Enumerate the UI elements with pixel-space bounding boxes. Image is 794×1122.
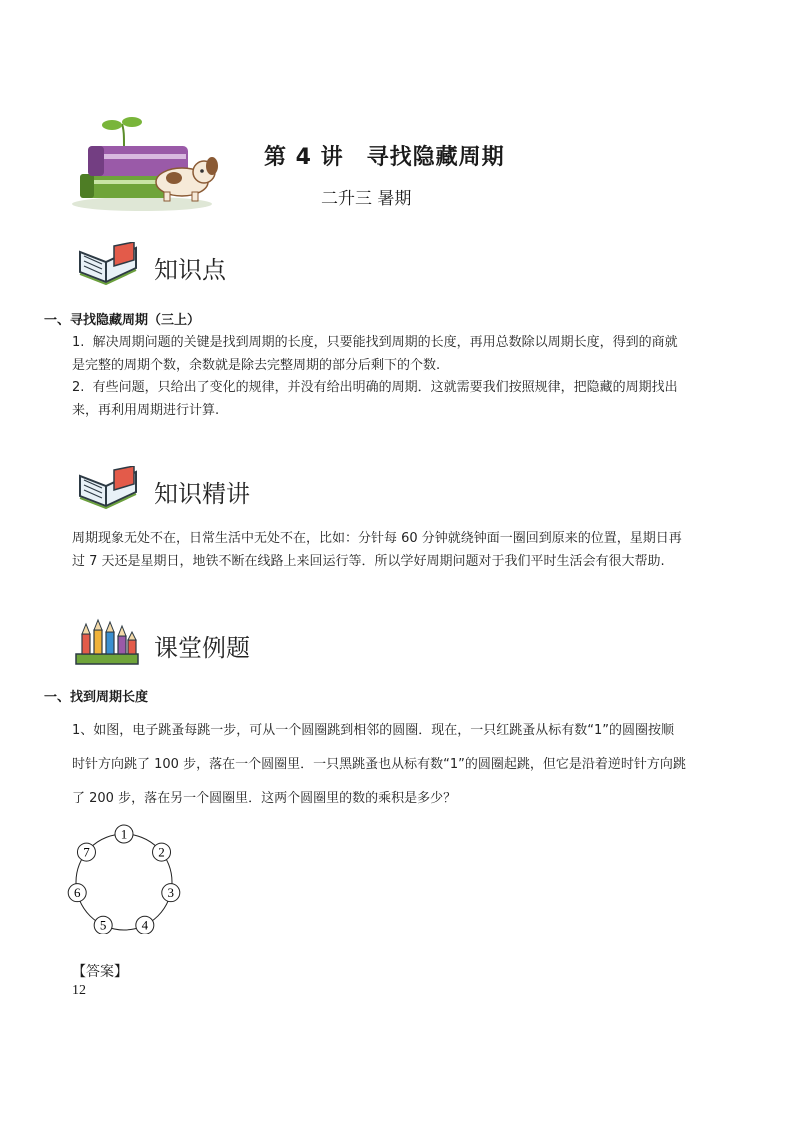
- pencils-icon: [74, 618, 140, 666]
- section-heading-detail: 知识精讲: [154, 480, 250, 508]
- ring-node-6: [68, 884, 86, 902]
- ring-node-1: [115, 825, 133, 843]
- paragraph-line: 过 7 天还是星期日，地铁不断在线路上来回运行等．所以学好周期问题对于我们平时生活会有很大帮助.: [72, 554, 665, 569]
- examples-topic: 一、找到周期长度: [44, 690, 149, 705]
- ring-node-label: 5: [99, 917, 107, 933]
- ring-node-3: [162, 884, 180, 902]
- ring-node-label: 3: [167, 885, 175, 901]
- open-book-icon: [76, 466, 140, 510]
- knowledge-item-1: [72, 331, 724, 377]
- section-heading-examples: 课堂例题: [154, 634, 250, 662]
- section-heading-knowledge: 知识点: [154, 256, 226, 284]
- ring-node-label: 4: [141, 917, 149, 933]
- ring-node-label: 1: [120, 826, 128, 842]
- item-number: 1.: [72, 335, 85, 350]
- answer-value: 12: [72, 983, 86, 998]
- ring-node-label: 2: [158, 844, 165, 860]
- knowledge-topic: 一、寻找隐藏周期（三上）: [44, 313, 201, 328]
- item-text-line: 有些问题，只给出了变化的规律，并没有给出明确的周期．这就需要我们按照规律，把隐藏的周期找出: [92, 380, 678, 395]
- item-text-line: 是完整的周期个数，余数就是除去完整周期的部分后剩下的个数.: [72, 358, 441, 373]
- item-number: 2.: [72, 380, 85, 395]
- open-book-icon: [76, 242, 140, 286]
- lecture-subtitle: 二升三 暑期: [321, 189, 412, 209]
- paragraph-line: 周期现象无处不在，日常生活中无处不在，比如：分针每 60 分钟就绕钟面一圈回到原来的位置，星期日再: [72, 531, 682, 546]
- item-text-line: 来，再利用周期进行计算.: [72, 403, 220, 418]
- knowledge-item-2: [72, 376, 724, 422]
- answer-label: 【答案】: [72, 965, 128, 980]
- ring-node-label: 7: [83, 844, 90, 860]
- item-text-line: 解决周期问题的关键是找到周期的长度，只要能找到周期的长度，再用总数除以周期长度，得到的商就: [92, 335, 678, 350]
- lecture-title: 第 4 讲 寻找隐藏周期: [264, 145, 505, 170]
- ring-node-label: 6: [73, 885, 81, 901]
- ring-node-5: [94, 916, 112, 934]
- ring-node-4: [136, 916, 154, 934]
- circle-ring-figure: [64, 818, 194, 934]
- problem-line: 1、如图，电子跳蚤每跳一步，可从一个圆圈跳到相邻的圆圈．现在，一只红跳蚤从标有数“1”的圆圈按顺: [72, 723, 675, 738]
- detail-paragraph: [72, 527, 724, 573]
- ring-node-7: [77, 843, 95, 861]
- problem-line: 时针方向跳了 100 步，落在一个圆圈里．一只黑跳蚤也从标有数“1”的圆圈起跳，但它是沿着逆时针方向跳: [72, 757, 686, 772]
- ring-node-2: [153, 843, 171, 861]
- problem-line: 了 200 步，落在另一个圆圈里．这两个圆圈里的数的乘积是多少？: [72, 791, 457, 806]
- example-problem-1: [72, 714, 732, 816]
- books-dog-illustration: [62, 116, 232, 216]
